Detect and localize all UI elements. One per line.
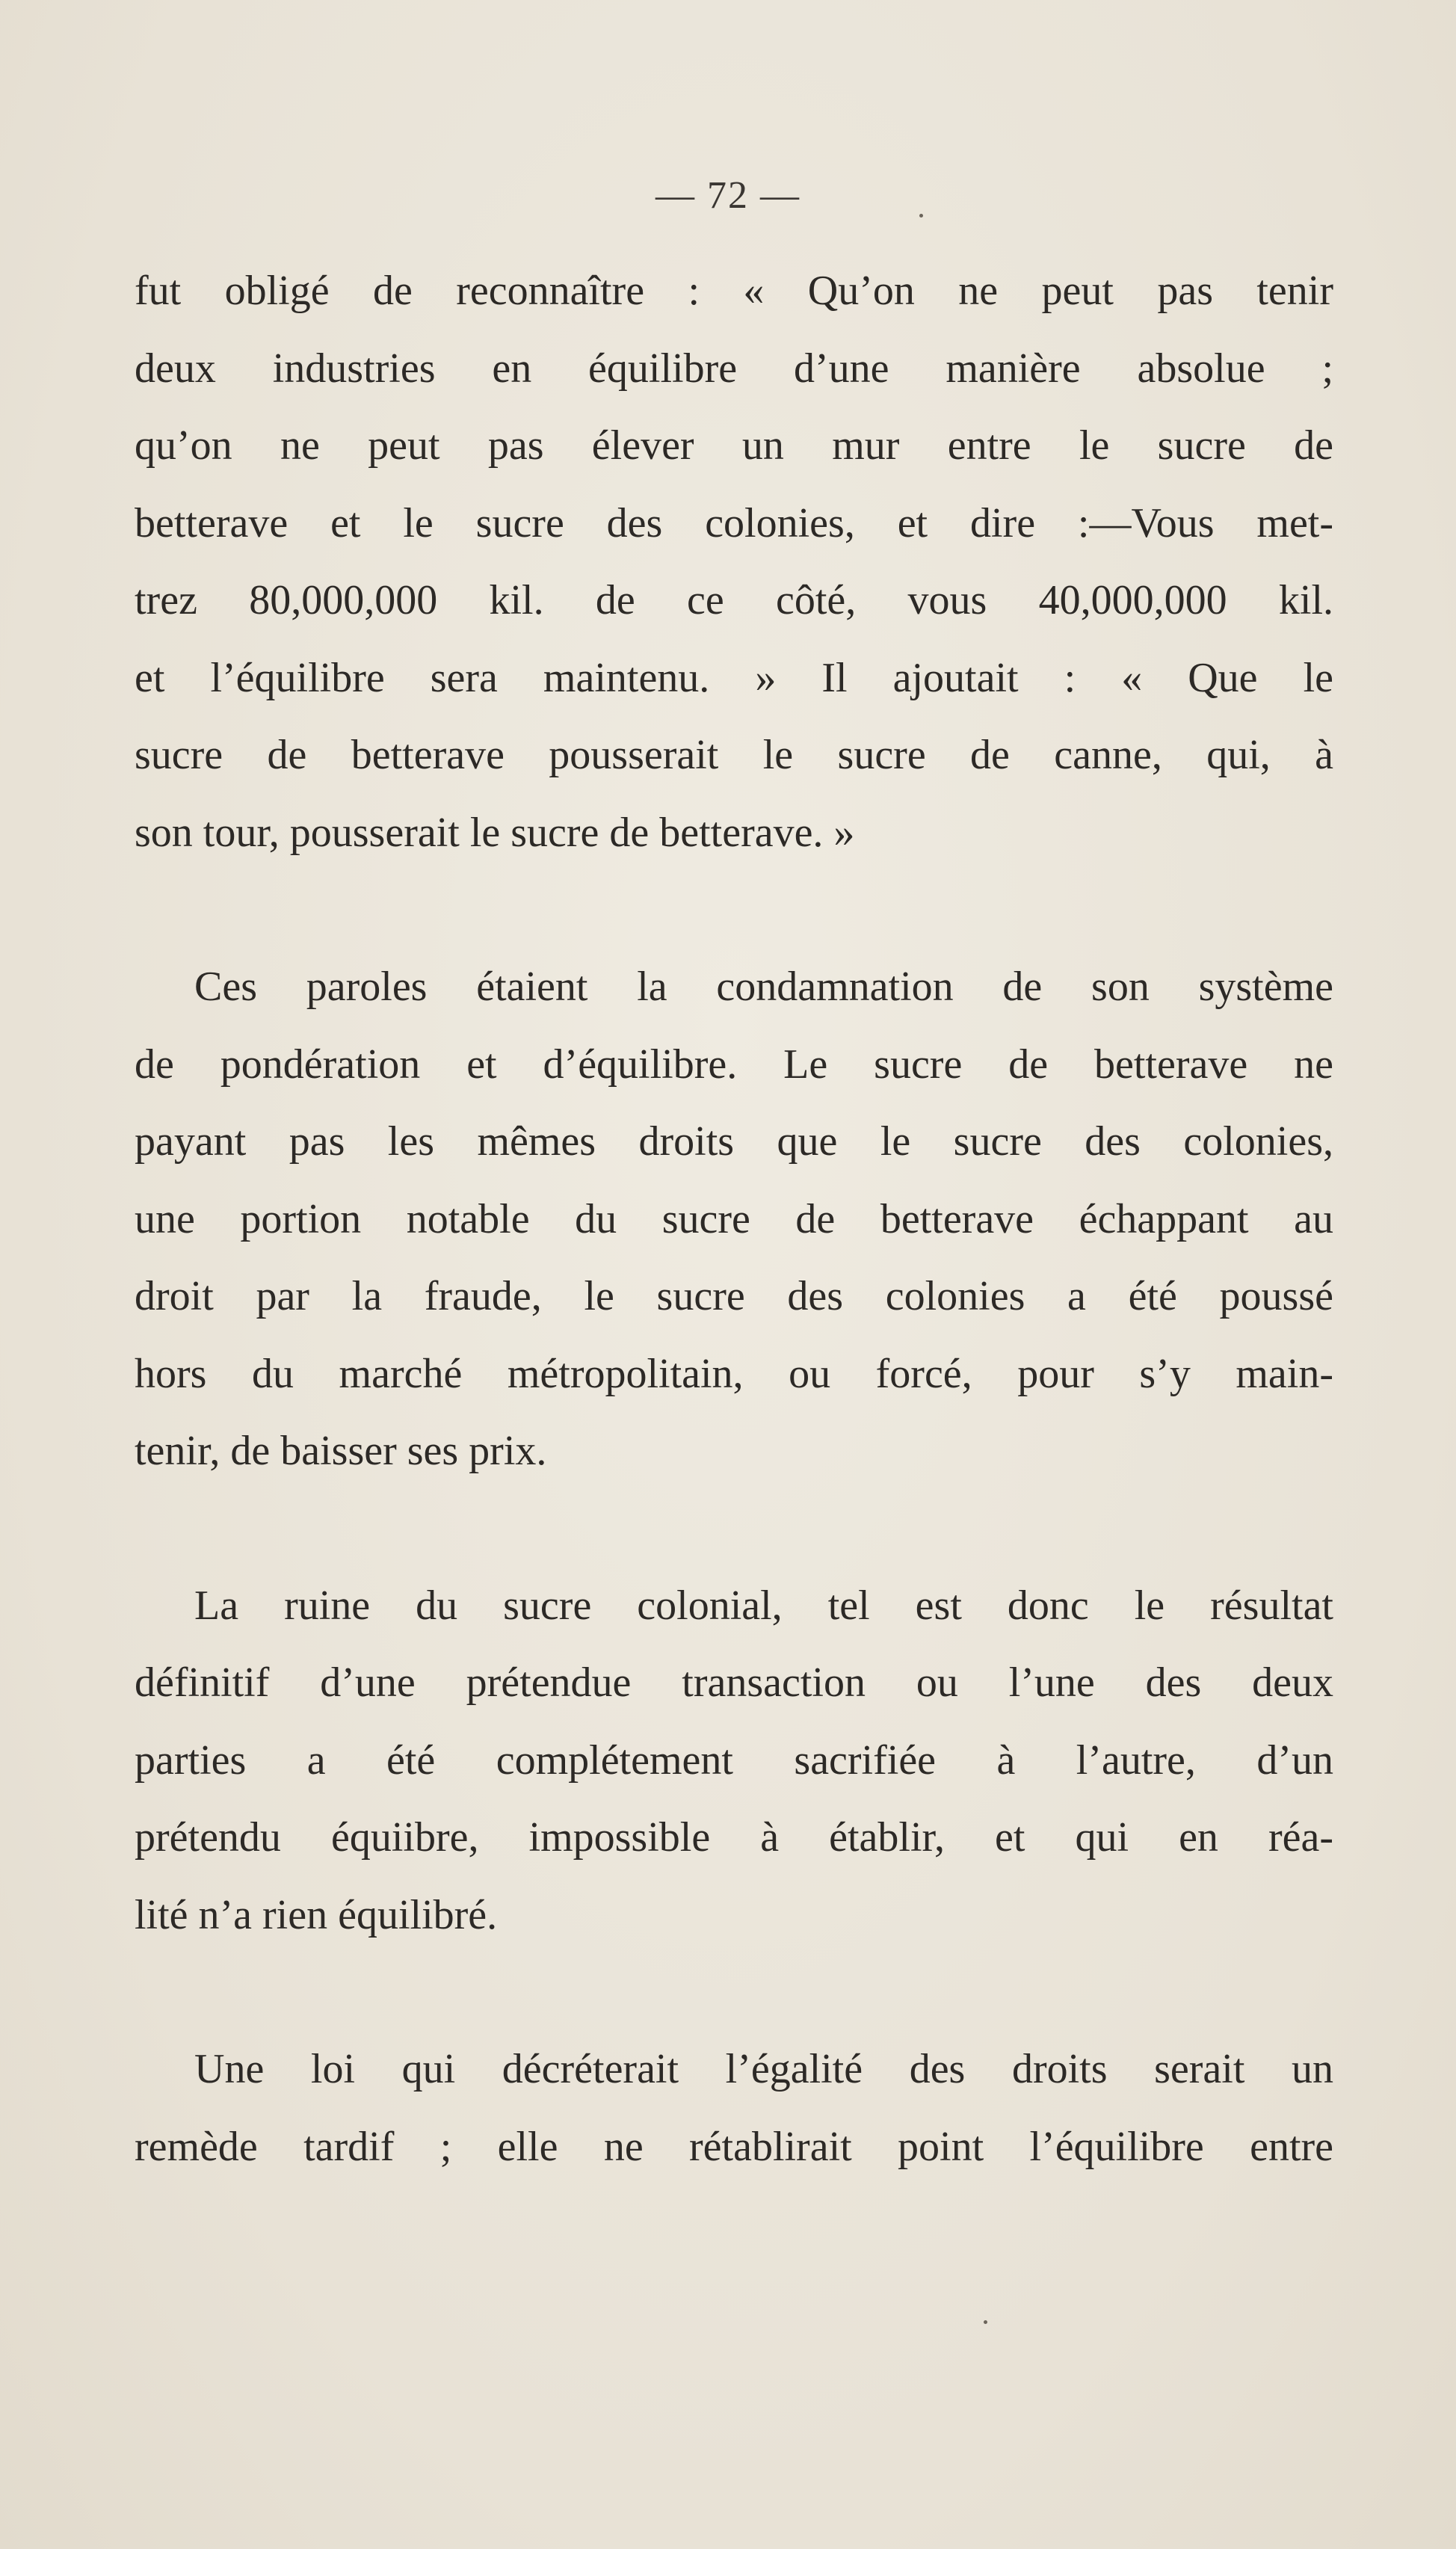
text-line: prétendu équiibre, impossible à établir, et qui en réa- [135, 1814, 1333, 1861]
body-text [135, 253, 1333, 2186]
paragraph-4 [135, 2031, 1333, 2186]
text-line: payant pas les mêmes droits que le sucre des colonies, [135, 1118, 1333, 1165]
text-line: fut obligé de reconnaître : « Qu’on ne peut pas tenir [135, 268, 1333, 314]
text-line: deux industries en équilibre d’une manière absolue ; [135, 345, 1333, 392]
page-number: — 72 — [655, 174, 801, 217]
paper-speck [984, 2320, 987, 2324]
text-line: lité n’a rien équilibré. [135, 1891, 498, 1938]
text-line: droit par la fraude, le sucre des colonies a été poussé [135, 1273, 1333, 1319]
text-line: La ruine du sucre colonial, tel est donc le résultat [194, 1582, 1333, 1629]
text-line: hors du marché métropolitain, ou forcé, pour s’y main- [135, 1350, 1333, 1397]
text-line: sucre de betterave pousserait le sucre de canne, qui, à [135, 732, 1333, 778]
text-line: remède tardif ; elle ne rétablirait point l’équilibre entre [135, 2123, 1333, 2170]
text-line: une portion notable du sucre de betterave échappant au [135, 1195, 1333, 1242]
paragraph-3 [135, 1568, 1333, 1955]
paper-speck [919, 214, 923, 218]
text-line: tenir, de baisser ses prix. [135, 1428, 547, 1474]
text-line: Ces paroles étaient la condamnation de son système [194, 964, 1333, 1010]
text-line: définitif d’une prétendue transaction ou l’une des deux [135, 1659, 1333, 1706]
text-line: son tour, pousserait le sucre de betterave. » [135, 809, 855, 856]
text-line: de pondération et d’équilibre. Le sucre de betterave ne [135, 1041, 1333, 1088]
text-line: qu’on ne peut pas élever un mur entre le sucre de [135, 422, 1333, 469]
text-line: parties a été complétement sacrifiée à l’autre, d’un [135, 1736, 1333, 1784]
paragraph-1 [135, 253, 1333, 872]
paragraph-2 [135, 949, 1333, 1491]
text-line: trez 80,000,000 kil. de ce côté, vous 40,000,000 kil. [135, 577, 1333, 623]
text-line: Une loi qui décréterait l’égalité des droits serait un [194, 2046, 1333, 2092]
text-line: betterave et le sucre des colonies, et dire :—Vous met- [135, 499, 1333, 546]
text-line: et l’équilibre sera maintenu. » Il ajoutait : « Que le [135, 654, 1333, 701]
